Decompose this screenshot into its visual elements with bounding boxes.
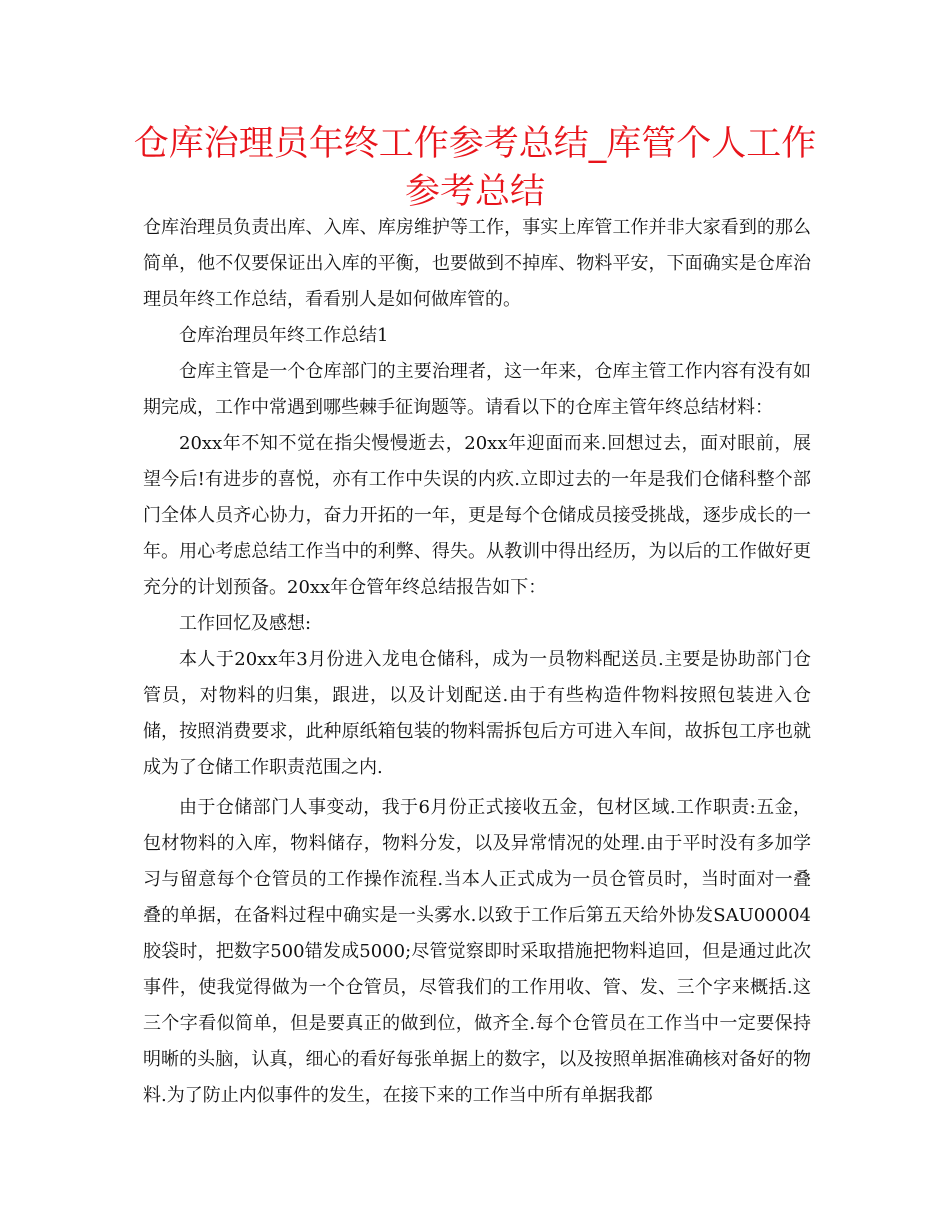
body-paragraph: 本人于20xx年3月份进入龙电仓储科，成为一员物料配送员.主要是协助部门仓管员，对物料的归集，跟进，以及计划配送.由于有些构造件物料按照包装进入仓储，按照消费要求，此种原纸箱包装的物料需拆包后方可进入车间，故拆包工序也就成为了仓储工作职责范围之内. (143, 649, 811, 778)
document-body (143, 210, 811, 1114)
body-paragraph: 由于仓储部门人事变动，我于6月份正式接收五金，包材区域.工作职责:五金，包材物料的入库，物料储存，物料分发，以及异常情况的处理.由于平时没有多加学习与留意每个仓管员的工作操作流程.当本人正式成为一员仓管员时，当时面对一叠叠的单据，在备料过程中确实是一头雾水.以致于工作后第五天给外协发SAU00004胶袋时，把数字500错发成5000;尽管觉察即时采取措施把物料追回，但是通过此次事件，使我觉得做为一个仓管员，尽管我们的工作用收、管、发、三个字来概括.这三个字看似简单，但是要真正的做到位，做齐全.每个仓管员在工作当中一定要保持明晰的头脑，认真，细心的看好每张单据上的数字，以及按照单据准确核对备好的物料.为了防止内似事件的发生，在接下来的工作当中所有单据我都 (143, 797, 811, 1106)
subsection-heading: 工作回忆及感想: (179, 613, 312, 634)
section-heading: 仓库治理员年终工作总结1 (179, 325, 389, 346)
intro-paragraph: 仓库治理员负责出库、入库、库房维护等工作，事实上库管工作并非大家看到的那么简单，他不仅要保证出入库的平衡，也要做到不掉库、物料平安，下面确实是仓库治理员年终工作总结，看看别人是如何做库管的。 (143, 217, 811, 310)
body-paragraph: 仓库主管是一个仓库部门的主要治理者，这一年来，仓库主管工作内容有没有如期完成，工作中常遇到哪些棘手征询题等。请看以下的仓库主管年终总结材料： (143, 361, 811, 418)
body-paragraph: 20xx年不知不觉在指尖慢慢逝去，20xx年迎面而来.回想过去，面对眼前，展望今后!有进步的喜悦，亦有工作中失误的内疚.立即过去的一年是我们仓储科整个部门全体人员齐心协力，奋力开拓的一年，更是每个仓储成员接受挑战，逐步成长的一年。用心考虑总结工作当中的利弊、得失。从教训中得出经历，为以后的工作做好更充分的计划预备。20xx年仓管年终总结报告如下： (143, 433, 811, 598)
document-title: 仓库治理员年终工作参考总结_库管个人工作参考总结 (133, 124, 817, 212)
